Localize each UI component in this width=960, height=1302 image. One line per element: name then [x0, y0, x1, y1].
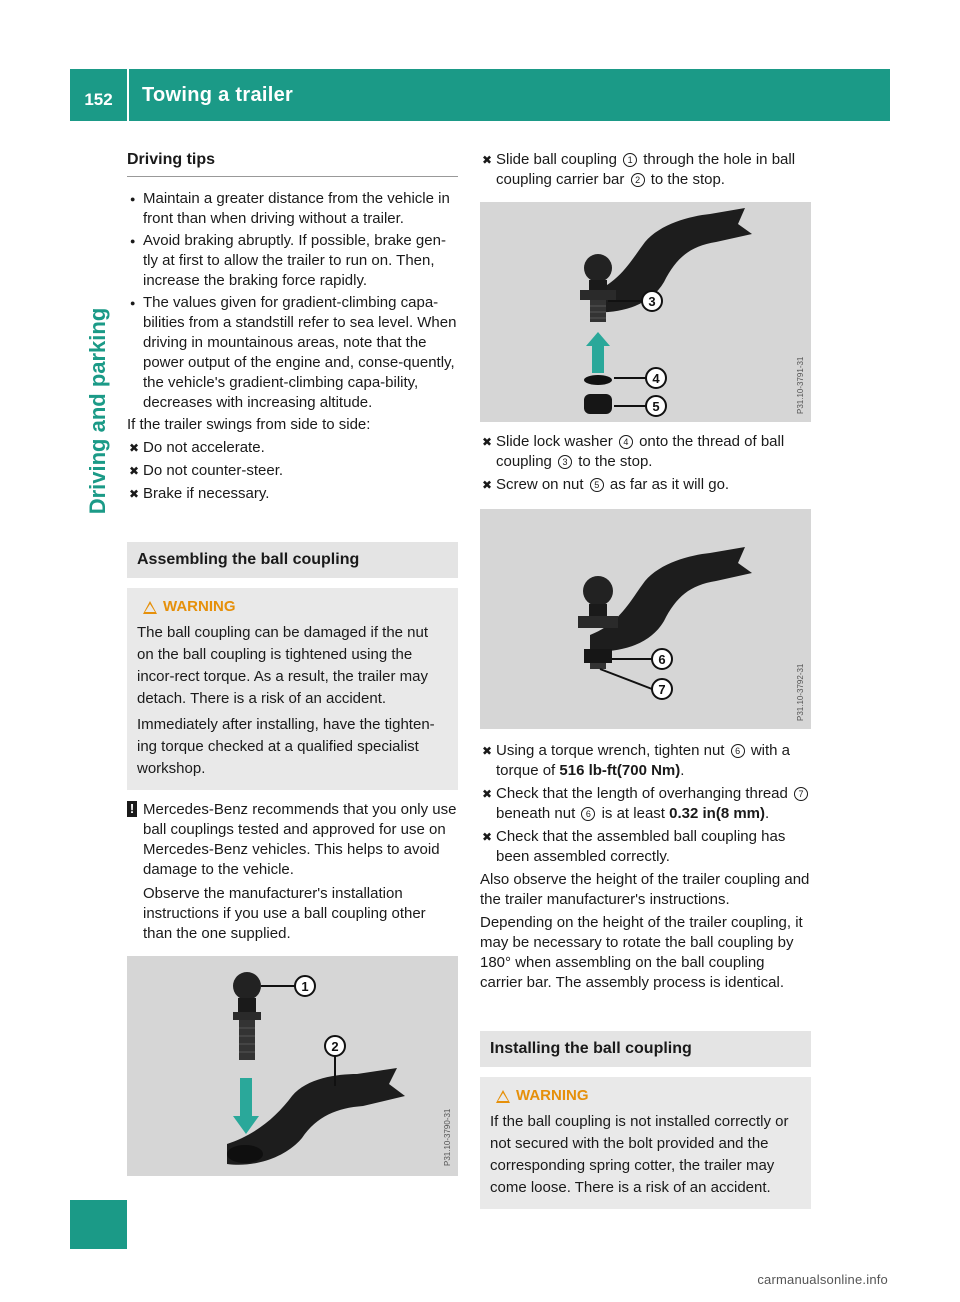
tip-item: ● Avoid braking abruptly. If possible, brake gen-tly at first to allow the trailer to run on. Then, increase the braking force rapidly. [127, 231, 458, 291]
figure-ball-coupling-parts [480, 202, 811, 422]
warning-header [137, 596, 448, 618]
step-text: to the stop. [578, 453, 653, 470]
installing-heading: Installing the ball coupling [480, 1031, 811, 1067]
paragraph: Also observe the height of the trailer coupling and the trailer manufacturer's instructions. [480, 871, 810, 908]
step-text: to the stop. [650, 171, 725, 188]
step-text: Check that the assembled ball coupling has been assembled correctly. [496, 828, 786, 865]
torque-value: 516 lb-ft(700 Nm) [559, 762, 681, 779]
swing-step [127, 461, 458, 481]
paragraph: Depending on the height of the trailer coupling, it may be necessary to rotate the ball coupling by 180° when assembling on the ball coupling carrier bar. The assembly process is identical. [480, 914, 803, 991]
page-number: 152 [84, 90, 113, 109]
callout-label: 4 [652, 371, 660, 386]
warning-text: The ball coupling can be damaged if the nut on the ball coupling is tightened using the incor-rect torque. As a result, the trailer may detach. There is a risk of an accident. [137, 624, 429, 707]
thread-length-value: 0.32 in(8 mm) [669, 805, 766, 822]
callout-label: 2 [331, 1039, 339, 1054]
callout-ref: 7 [794, 787, 808, 801]
warning-triangle-icon [143, 601, 157, 614]
step-arrow-icon: ✖ [482, 153, 493, 167]
figure-code: P31.10-3790-31 [443, 1108, 452, 1166]
step-text: as far as it will go. [609, 476, 730, 493]
swing-step [127, 484, 458, 504]
left-column [127, 150, 458, 1176]
callout-ref: 1 [623, 153, 637, 167]
figure-code: P31.10-3792-31 [796, 663, 805, 721]
sidebar-tab-marker [70, 1200, 127, 1249]
warning-triangle-icon [496, 1090, 510, 1103]
step-text: through the hole in ball coupling carrier bar [496, 151, 796, 188]
assembly-step [480, 432, 811, 472]
assembly-step [480, 784, 811, 824]
step-text: with a torque of [496, 742, 791, 779]
warning-box [127, 588, 458, 790]
callout-ref: 6 [731, 744, 745, 758]
step-arrow-icon: ✖ [482, 787, 493, 801]
step-arrow-icon: ✖ [129, 464, 140, 478]
swing-step [127, 438, 458, 458]
step-arrow-icon: ✖ [129, 441, 140, 455]
header-divider [127, 69, 129, 121]
swing-intro: If the trailer swings from side to side: [127, 416, 371, 433]
callout-label: 5 [652, 399, 660, 414]
right-column [480, 150, 811, 1209]
callout-label: 1 [301, 979, 309, 994]
swing-step-text: Brake if necessary. [143, 485, 270, 502]
step-text: . [680, 762, 685, 779]
step-text: . [765, 805, 770, 822]
sidebar [70, 121, 127, 1200]
swing-step-text: Do not accelerate. [143, 439, 265, 456]
warning-text: Immediately after installing, have the tighten-ing torque checked at a qualified specialist workshop. [137, 716, 435, 777]
warning-box [480, 1077, 811, 1209]
callout-ref: 3 [558, 455, 572, 469]
warning-text: If the ball coupling is not installed correctly or not secured with the bolt provided and the corresponding spring cotter, the trailer may come loose. There is a risk of an accident. [490, 1113, 789, 1196]
assembly-step [480, 475, 811, 495]
driving-tips-heading: Driving tips [127, 150, 458, 177]
warning-header [490, 1085, 801, 1107]
step-text: Check that the length of overhanging thread [496, 785, 788, 802]
callout-label: 3 [648, 294, 656, 309]
step-text: Using a torque wrench, tighten nut [496, 742, 725, 759]
assembly-step [480, 827, 811, 867]
callout-ref: 4 [619, 435, 633, 449]
step-text: beneath nut [496, 805, 576, 822]
sidebar-section-label [78, 271, 118, 551]
swing-step-text: Do not counter-steer. [143, 462, 284, 479]
figure-code: P31.10-3791-31 [796, 356, 805, 414]
step-arrow-icon: ✖ [129, 487, 140, 501]
tip-item: ● The values given for gradient-climbing capa-bilities from a standstill refer to sea level. When driving in mountainous areas, note that the power output of the engine and, conse-quently, the vehicle's gradient-climbing capa-bility, decreases with increasing altitude. [127, 293, 458, 413]
tip-item: ● Maintain a greater distance from the vehicle in front than when driving without a trailer. [127, 189, 458, 229]
sidebar-section-text: Driving and parking [85, 307, 110, 515]
note-text: Observe the manufacturer's installation instructions if you use a ball coupling other than the one supplied. [143, 885, 426, 942]
callout-label: 7 [658, 682, 666, 697]
step-arrow-icon: ✖ [482, 478, 493, 492]
step-arrow-icon: ✖ [482, 830, 493, 844]
callout-ref: 2 [631, 173, 645, 187]
note [127, 800, 458, 944]
callout-ref: 5 [590, 478, 604, 492]
figure-ball-coupling-carrier [127, 956, 458, 1176]
step-text: Slide lock washer [496, 433, 613, 450]
callout-label: 6 [658, 652, 666, 667]
figure-1-illustration [127, 956, 458, 1176]
step-text: onto the thread of ball coupling [496, 433, 785, 470]
figure-ball-coupling-assembled [480, 509, 811, 729]
step-text: Slide ball coupling [496, 151, 617, 168]
step-text: is at least [601, 805, 665, 822]
step-text: Screw on nut [496, 476, 584, 493]
figure-3-illustration [480, 509, 811, 729]
warning-label: WARNING [163, 598, 236, 615]
step-arrow-icon: ✖ [482, 744, 493, 758]
figure-2-illustration [480, 202, 811, 422]
footer-watermark: carmanualsonline.info [757, 1272, 888, 1287]
exclamation-icon: ! [127, 801, 137, 817]
assembling-heading: Assembling the ball coupling [127, 542, 458, 578]
assembly-step [480, 150, 811, 190]
step-arrow-icon: ✖ [482, 435, 493, 449]
page-title: Towing a trailer [142, 84, 294, 106]
page-header [70, 69, 890, 121]
assembly-step [480, 741, 811, 781]
note-text: Mercedes-Benz recommends that you only use ball couplings tested and approved for use on Mercedes-Benz vehicles. This helps to avoid damage to the vehicle. [143, 801, 457, 878]
warning-label: WARNING [516, 1087, 589, 1104]
callout-ref: 6 [581, 807, 595, 821]
